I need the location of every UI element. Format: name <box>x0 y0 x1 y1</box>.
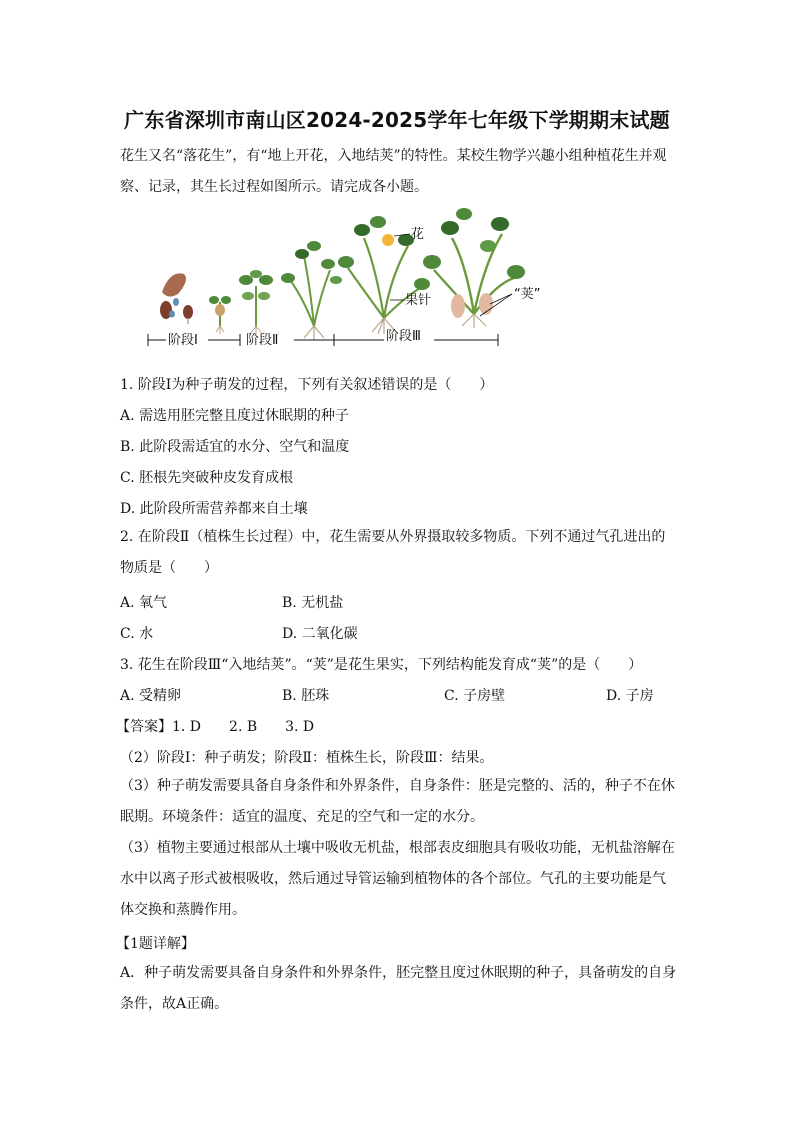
young-plant <box>281 241 342 340</box>
q2-option-c: C. 水 <box>120 626 154 642</box>
q3-option-c: C. 子房壁 <box>444 688 506 704</box>
seedling-2 <box>239 270 273 336</box>
analysis-1: （2）阶段Ⅰ：种子萌发；阶段Ⅱ：植株生长，阶段Ⅲ：结果。 <box>120 750 494 766</box>
seed-illustration <box>160 273 193 324</box>
detail-a: A．种子萌发需要具备自身条件和外界条件，胚完整且度过休眠期的种子，具备萌发的自身条件，故A正确。 <box>120 965 677 1012</box>
seedling-1 <box>209 296 231 334</box>
stage-bar <box>148 334 498 346</box>
detail-heading: 【1题详解】 <box>116 936 195 952</box>
stage-2-label: 阶段Ⅱ <box>246 333 279 348</box>
q3-stem: 3. 花生在阶段Ⅲ“入地结荚”。“荚”是花生果实，下列结构能发育成“荚”的是（ ） <box>120 657 643 673</box>
answer-line: 【答案】1. D 2. B 3. D <box>116 719 315 735</box>
q1-stem: 1. 阶段Ⅰ为种子萌发的过程，下列有关叙述错误的是（ ） <box>120 377 494 393</box>
growth-stages-illustration <box>140 200 560 360</box>
label-flower: 花 <box>411 227 425 242</box>
q1-option-b: B. 此阶段需适宜的水分、空气和温度 <box>120 439 350 455</box>
intro-paragraph: 花生又名“落花生”，有“地上开花，入地结荚”的特性。某校生物学兴趣小组种植花生并观察、记录，其生长过程如图所示。请完成各小题。 <box>120 148 667 195</box>
stage-1-label: 阶段Ⅰ <box>168 333 198 348</box>
q2-option-d: D. 二氧化碳 <box>282 626 358 642</box>
fruiting-plant <box>423 208 525 328</box>
q2-stem: 2. 在阶段Ⅱ（植株生长过程）中，花生需要从外界摄取较多物质。下列不通过气孔进出的物质是（ ） <box>120 529 666 576</box>
q1-option-c: C. 胚根先突破种皮发育成根 <box>120 470 294 486</box>
q3-option-b: B. 胚珠 <box>282 688 330 704</box>
peanut-growth-figure <box>140 200 560 360</box>
analysis-2: （3）种子萌发需要具备自身条件和外界条件，自身条件：胚是完整的、活的，种子不在休眠期。环境条件：适宜的温度、充足的空气和一定的水分。 <box>120 778 675 825</box>
q3-option-d: D. 子房 <box>606 688 654 704</box>
stage-3-label: 阶段Ⅲ <box>386 329 421 344</box>
q3-option-a: A. 受精卵 <box>120 688 182 704</box>
q2-option-b: B. 无机盐 <box>282 595 344 611</box>
q1-option-a: A. 需选用胚完整且度过休眠期的种子 <box>120 408 350 424</box>
label-peg: 果针 <box>405 293 432 308</box>
page-title: 广东省深圳市南山区2024-2025学年七年级下学期期末试题 <box>124 108 670 132</box>
analysis-3: （3）植物主要通过根部从土壤中吸收无机盐，根部表皮细胞具有吸收功能，无机盐溶解在水中以离子形式被根吸收，然后通过导管运输到植物体的各个部位。气孔的主要功能是气体交换和蒸腾作用。 <box>120 840 675 918</box>
q2-option-a: A. 氧气 <box>120 595 168 611</box>
label-pod: “荚” <box>514 287 541 302</box>
q1-option-d: D. 此阶段所需营养都来自土壤 <box>120 501 308 517</box>
